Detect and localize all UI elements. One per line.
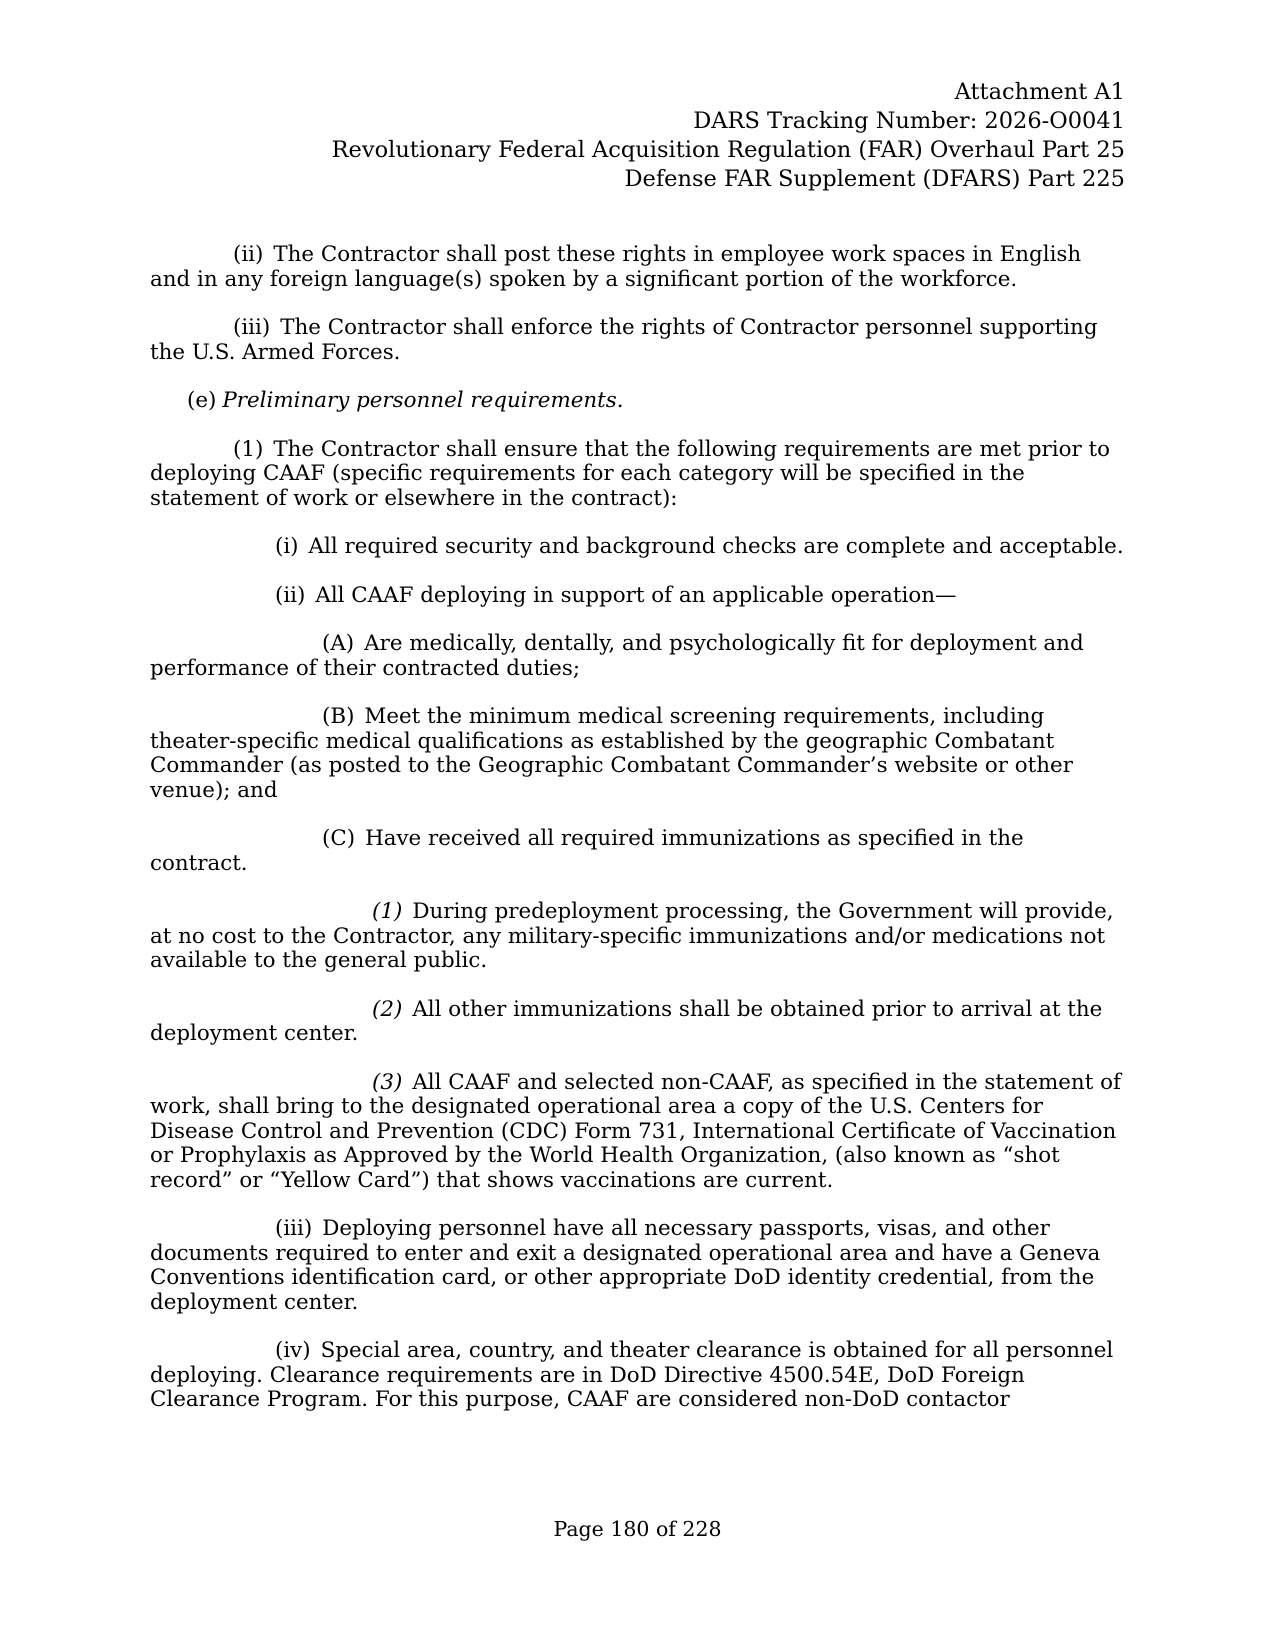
paragraph-marker: (C): [322, 826, 356, 851]
section-title: Preliminary personnel requirements.: [222, 388, 624, 413]
paragraph-marker: (A): [322, 631, 355, 656]
page-header: [145, 78, 1125, 194]
paragraph-marker: (iv): [275, 1338, 311, 1363]
paragraph-marker: (3): [372, 1069, 403, 1095]
paragraph-marker: (iii): [275, 1216, 313, 1241]
paragraph-ii-caaf-deploying: [150, 584, 1125, 609]
paragraph-a-medically-fit: [150, 632, 1125, 681]
paragraph-iv-clearance: [150, 1339, 1125, 1413]
paragraph-text: The Contractor shall ensure that the following requirements are met prior to deploying CAAF (specific requirements for each category will be specified in the statement of work or elsewhere in the contract):: [150, 436, 1110, 511]
paragraph-text: Meet the minimum medical screening requirements, including theater-specific medical qualifications as established by the geographic Combatant Commander (as posted to the Geographic Combatant Commander’s website or other venue); and: [150, 704, 1073, 803]
paragraph-marker: (iii): [233, 315, 271, 340]
paragraph-marker: (ii): [233, 242, 264, 267]
paragraph-text: Special area, country, and theater clearance is obtained for all personnel deploying. Clearance requirements are in DoD Directive 4500.54E, DoD Foreign Clearance Program. For this purpose, CAAF are considered non-DoD contactor: [150, 1338, 1114, 1412]
paragraph-1-predeployment: [150, 900, 1125, 974]
paragraph-text: All CAAF deploying in support of an applicable operation—: [315, 582, 957, 608]
section-e-heading: [150, 389, 1125, 414]
header-tracking-number: DARS Tracking Number: 2026-O0041: [693, 108, 1125, 134]
header-attachment: Attachment A1: [954, 79, 1125, 105]
paragraph-2-other-immunizations: [150, 998, 1125, 1047]
paragraph-text: Are medically, dentally, and psychologically fit for deployment and performance of their contracted duties;: [150, 631, 1084, 681]
paragraph-marker: (1): [233, 436, 264, 462]
paragraph-text: Have received all required immunizations as specified in the contract.: [150, 826, 1024, 876]
paragraph-marker: (2): [372, 996, 403, 1022]
paragraph-text: The Contractor shall enforce the rights of Contractor personnel supporting the U.S. Armed Forces.: [150, 315, 1098, 365]
page-number: Page 180 of 228: [553, 1517, 722, 1541]
paragraph-text: All CAAF and selected non-CAAF, as specified in the statement of work, shall bring to the designated operational area a copy of the U.S. Centers for Disease Control and Prevention (CDC) Form 731, International Certificate of Vaccination or Prophylaxis as Approved by the World Health Organization, (also known as “shot record” or “Yellow Card”) that shows vaccinations are current.: [150, 1069, 1121, 1193]
paragraph-text: All required security and background checks are complete and acceptable.: [308, 534, 1124, 559]
document-body: [150, 243, 1125, 1437]
paragraph-3-yellow-card: [150, 1071, 1125, 1194]
paragraph-marker: (ii): [275, 582, 306, 608]
paragraph-marker: (e): [187, 388, 217, 413]
paragraph-ii-post-rights: [150, 243, 1125, 292]
paragraph-text: Deploying personnel have all necessary passports, visas, and other documents required to enter and exit a designated operational area and have a Geneva Conventions identification card, or other appropriate DoD identity credential, from the deployment center.: [150, 1216, 1101, 1315]
paragraph-marker: (i): [275, 534, 299, 559]
paragraph-text: During predeployment processing, the Government will provide, at no cost to the Contractor, any military-specific immunizations and/or medications not available to the general public.: [150, 899, 1114, 973]
header-far-part: Revolutionary Federal Acquisition Regulation (FAR) Overhaul Part 25: [331, 137, 1125, 163]
header-dfars-part: Defense FAR Supplement (DFARS) Part 225: [624, 166, 1125, 192]
paragraph-marker: (1): [372, 899, 403, 924]
paragraph-text: The Contractor shall post these rights in employee work spaces in English and in any foreign language(s) spoken by a significant portion of the workforce.: [150, 242, 1082, 292]
paragraph-marker: (B): [322, 704, 355, 729]
paragraph-b-medical-screening: [150, 705, 1125, 803]
paragraph-c-immunizations: [150, 827, 1125, 876]
paragraph-iii-passports: [150, 1217, 1125, 1315]
paragraph-1-requirements: [150, 438, 1125, 512]
paragraph-i-security-checks: [150, 535, 1125, 560]
paragraph-iii-enforce-rights: [150, 316, 1125, 365]
paragraph-text: All other immunizations shall be obtained prior to arrival at the deployment center.: [150, 996, 1103, 1046]
